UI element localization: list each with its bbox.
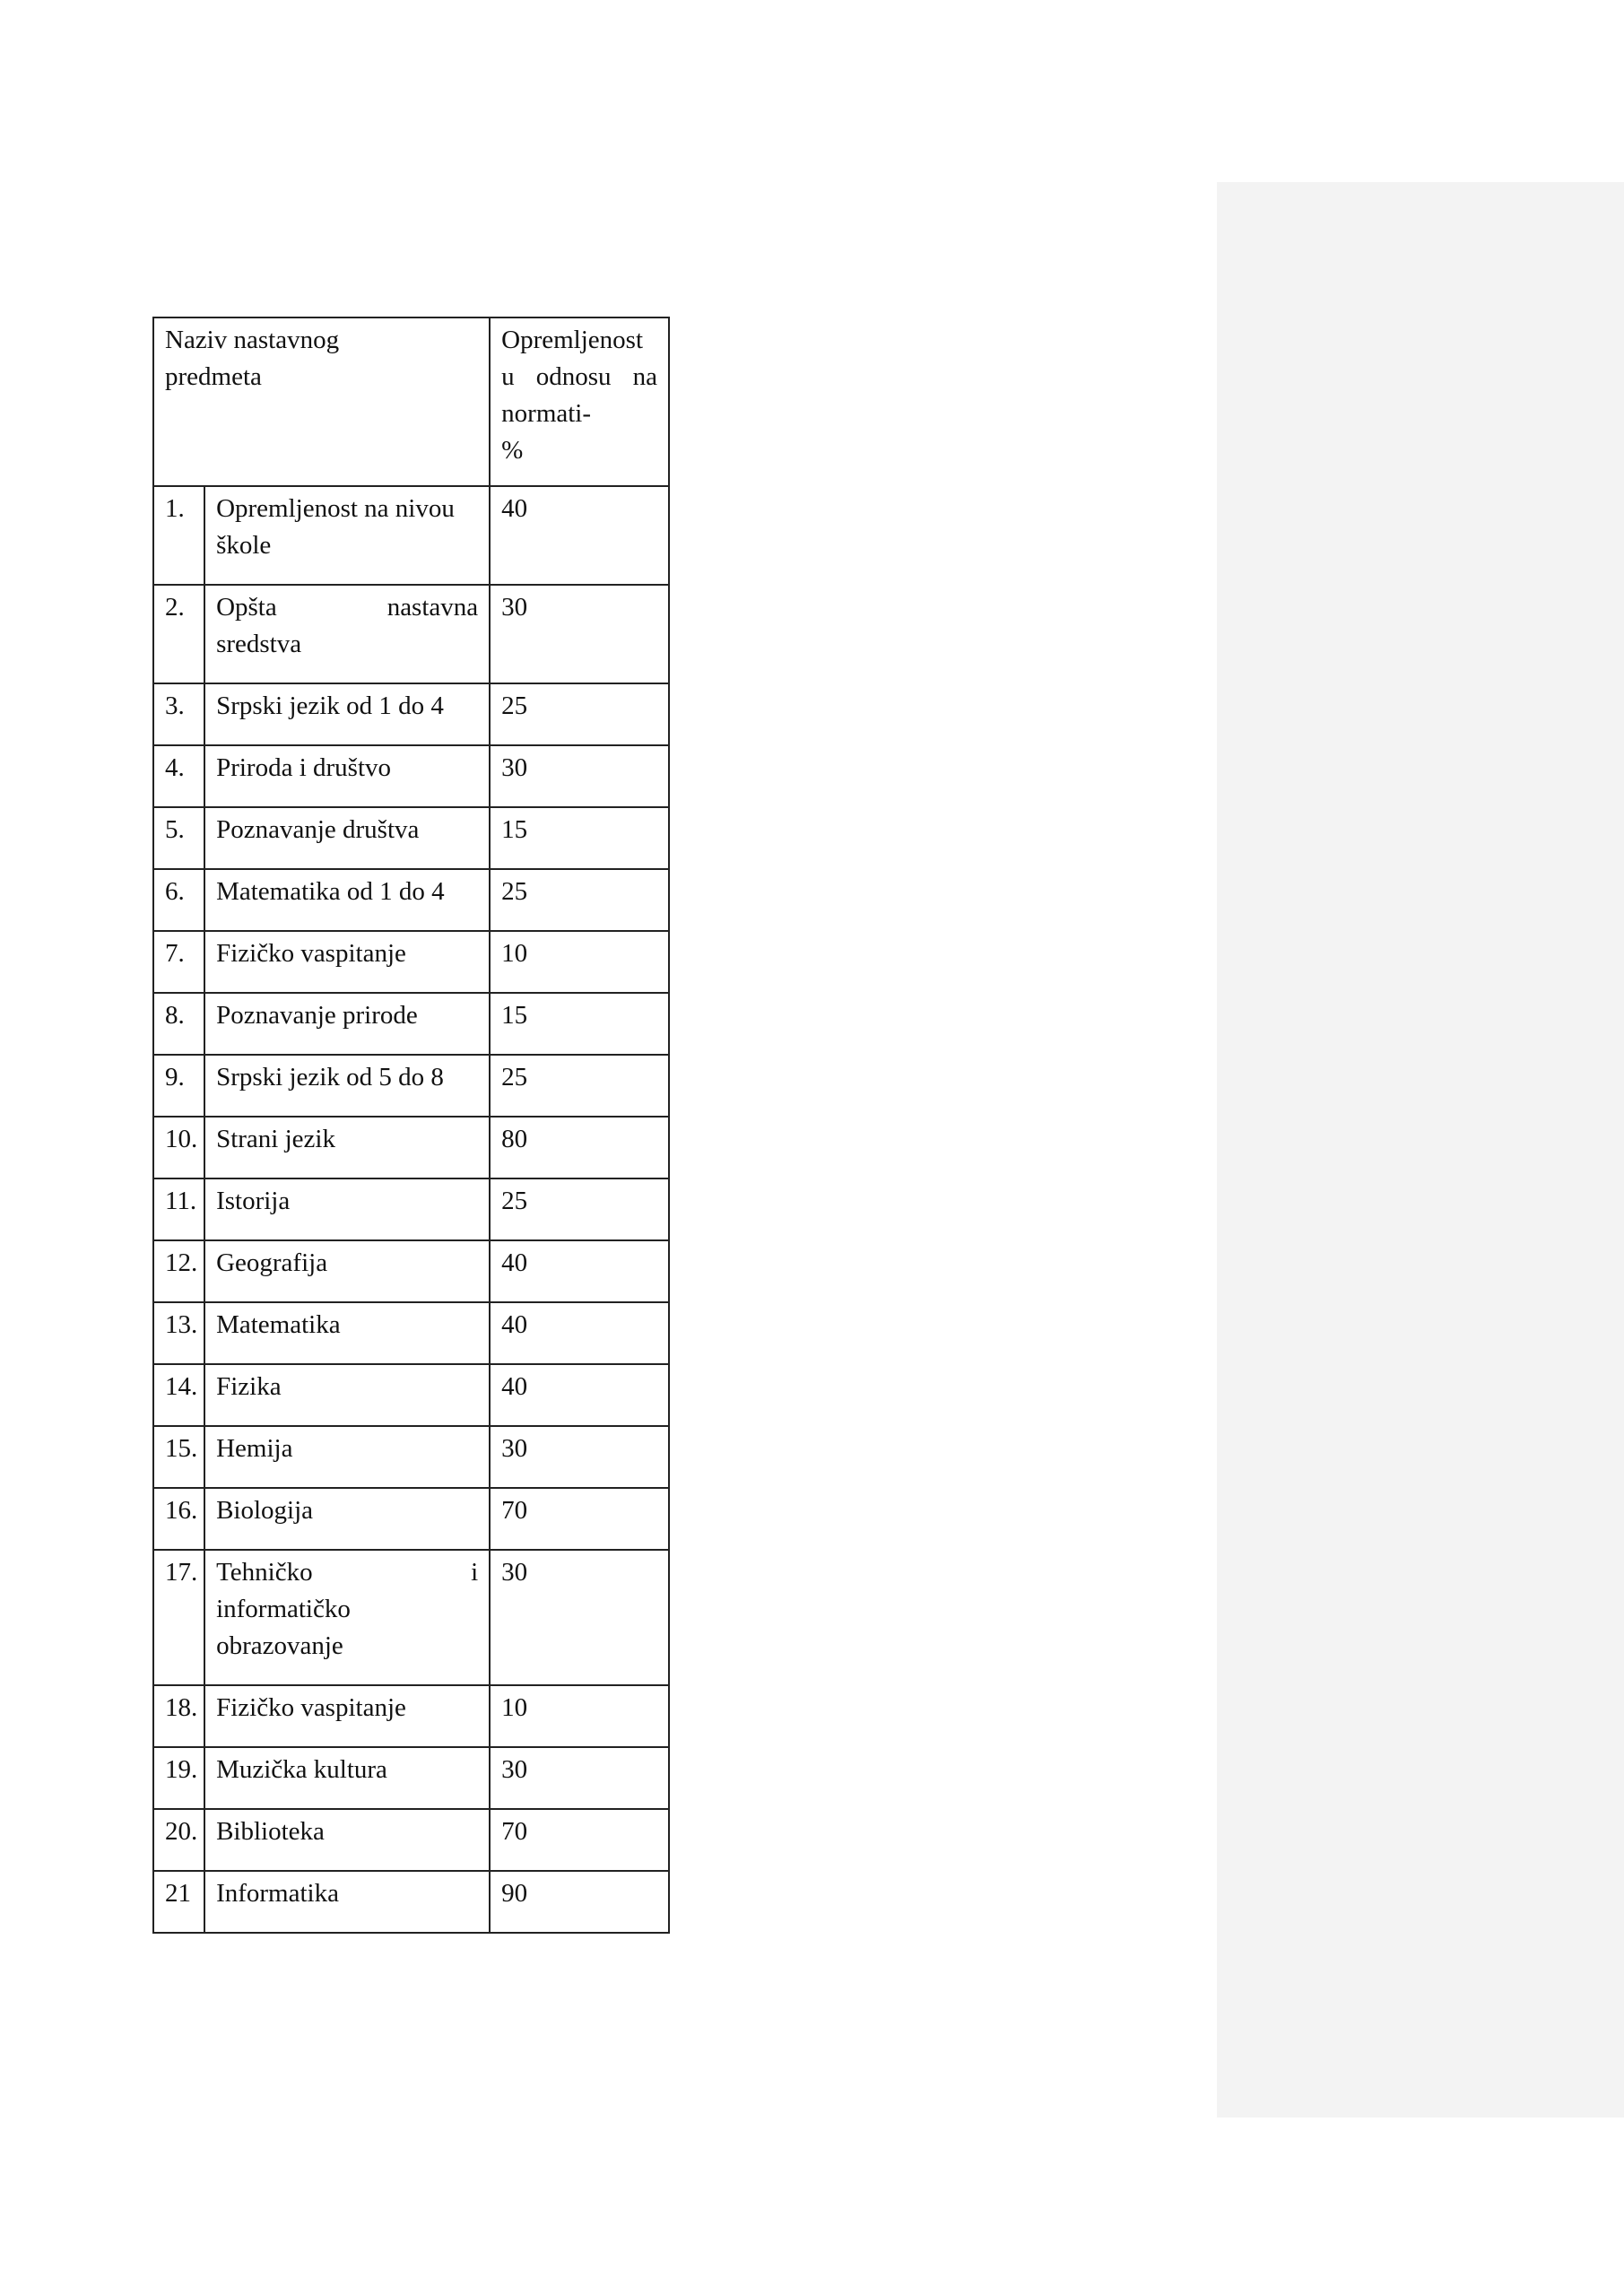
row-number: 1. bbox=[153, 486, 204, 585]
equipment-percent: 40 bbox=[490, 1364, 669, 1426]
row-number: 15. bbox=[153, 1426, 204, 1488]
header-subject-name bbox=[153, 317, 490, 486]
table-row bbox=[153, 1117, 669, 1178]
equipment-percent: 25 bbox=[490, 1178, 669, 1240]
equipment-percent: 40 bbox=[490, 486, 669, 585]
subject-name: Fizika bbox=[204, 1364, 490, 1426]
table-row bbox=[153, 1685, 669, 1747]
subject-name: Hemija bbox=[204, 1426, 490, 1488]
row-number: 3. bbox=[153, 683, 204, 745]
row-number: 18. bbox=[153, 1685, 204, 1747]
header-word-nastavnog: nastavnog bbox=[233, 326, 340, 354]
table-row bbox=[153, 1488, 669, 1550]
table-row bbox=[153, 683, 669, 745]
row-number: 12. bbox=[153, 1240, 204, 1302]
subject-name: Geografija bbox=[204, 1240, 490, 1302]
row-number: 6. bbox=[153, 869, 204, 931]
subject-name: Srpski jezik od 1 do 4 bbox=[204, 683, 490, 745]
header-pct-line4: % bbox=[501, 436, 524, 465]
table-row bbox=[153, 1178, 669, 1240]
row-number: 10. bbox=[153, 1117, 204, 1178]
subject-name: Informatika bbox=[204, 1871, 490, 1933]
equipment-percent: 80 bbox=[490, 1117, 669, 1178]
equipment-percent: 30 bbox=[490, 1550, 669, 1685]
table-row bbox=[153, 486, 669, 585]
header-pct-line3: normati- bbox=[501, 399, 592, 428]
header-word-predmeta: predmeta bbox=[165, 362, 262, 391]
comment-pane bbox=[1217, 182, 1624, 2118]
equipment-percent: 10 bbox=[490, 931, 669, 993]
subject-name: Poznavanje prirode bbox=[204, 993, 490, 1055]
row-number: 17. bbox=[153, 1550, 204, 1685]
row-number: 7. bbox=[153, 931, 204, 993]
table-row bbox=[153, 585, 669, 683]
subject-name: Fizičko vaspitanje bbox=[204, 1685, 490, 1747]
subject-name: Muzička kultura bbox=[204, 1747, 490, 1809]
subject-name: Fizičko vaspitanje bbox=[204, 931, 490, 993]
subject-name: Tehničko i informatičko obrazovanje bbox=[204, 1550, 490, 1685]
row-number: 19. bbox=[153, 1747, 204, 1809]
row-number: 21 bbox=[153, 1871, 204, 1933]
row-number: 5. bbox=[153, 807, 204, 869]
table-row bbox=[153, 1550, 669, 1685]
equipment-percent: 40 bbox=[490, 1302, 669, 1364]
equipment-percent: 70 bbox=[490, 1809, 669, 1871]
equipment-percent: 15 bbox=[490, 807, 669, 869]
row-number: 4. bbox=[153, 745, 204, 807]
table-row bbox=[153, 745, 669, 807]
row-number: 2. bbox=[153, 585, 204, 683]
table-row bbox=[153, 1426, 669, 1488]
equipment-percent: 25 bbox=[490, 683, 669, 745]
header-pct-line2: u odnosu na bbox=[501, 362, 657, 391]
header-equipment-pct bbox=[490, 317, 669, 486]
subject-name: Strani jezik bbox=[204, 1117, 490, 1178]
equipment-percent: 70 bbox=[490, 1488, 669, 1550]
equipment-percent: 30 bbox=[490, 585, 669, 683]
header-word-naziv: Naziv bbox=[165, 326, 228, 354]
table-row bbox=[153, 1240, 669, 1302]
subject-name: Matematika od 1 do 4 bbox=[204, 869, 490, 931]
row-number: 16. bbox=[153, 1488, 204, 1550]
subject-name: Priroda i društvo bbox=[204, 745, 490, 807]
subject-name: Opšta nastavna sredstva bbox=[204, 585, 490, 683]
equipment-percent: 30 bbox=[490, 1426, 669, 1488]
table-row bbox=[153, 1809, 669, 1871]
equipment-percent: 10 bbox=[490, 1685, 669, 1747]
table-row bbox=[153, 993, 669, 1055]
row-number: 13. bbox=[153, 1302, 204, 1364]
table-row bbox=[153, 1364, 669, 1426]
equipment-percent: 15 bbox=[490, 993, 669, 1055]
equipment-percent: 25 bbox=[490, 1055, 669, 1117]
equipment-percent: 90 bbox=[490, 1871, 669, 1933]
row-number: 11. bbox=[153, 1178, 204, 1240]
table-header-row bbox=[153, 317, 669, 486]
row-number: 8. bbox=[153, 993, 204, 1055]
header-subject-line1 bbox=[165, 322, 478, 359]
table-row bbox=[153, 1302, 669, 1364]
equipment-percent: 30 bbox=[490, 745, 669, 807]
subject-name: Srpski jezik od 5 do 8 bbox=[204, 1055, 490, 1117]
equipment-percent: 40 bbox=[490, 1240, 669, 1302]
row-number: 20. bbox=[153, 1809, 204, 1871]
table-row bbox=[153, 807, 669, 869]
subject-name: Biologija bbox=[204, 1488, 490, 1550]
equipment-percent: 25 bbox=[490, 869, 669, 931]
equipment-table bbox=[152, 317, 670, 1934]
subject-name: Opremljenost na nivou škole bbox=[204, 486, 490, 585]
subject-name: Biblioteka bbox=[204, 1809, 490, 1871]
equipment-percent: 30 bbox=[490, 1747, 669, 1809]
table-row bbox=[153, 1055, 669, 1117]
subject-name: Istorija bbox=[204, 1178, 490, 1240]
subject-name: Poznavanje društva bbox=[204, 807, 490, 869]
table-row bbox=[153, 931, 669, 993]
row-number: 14. bbox=[153, 1364, 204, 1426]
subject-name: Matematika bbox=[204, 1302, 490, 1364]
row-number: 9. bbox=[153, 1055, 204, 1117]
header-pct-line1: Opremljenost bbox=[501, 326, 644, 354]
table-row bbox=[153, 869, 669, 931]
table-row bbox=[153, 1871, 669, 1933]
table-row bbox=[153, 1747, 669, 1809]
